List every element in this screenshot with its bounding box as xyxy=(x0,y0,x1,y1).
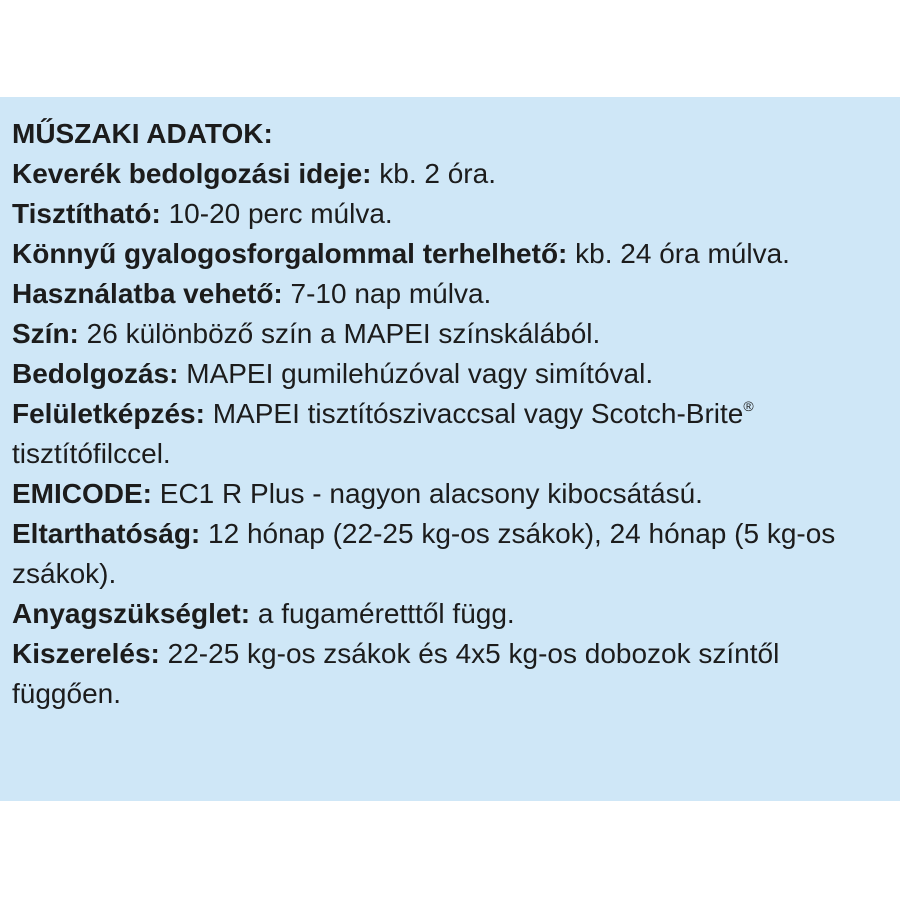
spec-item-finishing xyxy=(12,394,892,474)
spec-label: Anyagszükséglet: xyxy=(12,598,251,629)
section-title: MŰSZAKI ADATOK: xyxy=(12,118,273,149)
spec-item-shelf-life xyxy=(12,514,892,594)
spec-label: Eltarthatóság: xyxy=(12,518,201,549)
spec-label: Szín: xyxy=(12,318,79,349)
spec-label: Keverék bedolgozási ideje: xyxy=(12,158,372,189)
spec-value: EC1 R Plus - nagyon alacsony kibocsátású. xyxy=(159,478,703,509)
registered-trademark-mark: ® xyxy=(743,398,754,414)
spec-item-mix-working-time xyxy=(12,154,892,194)
spec-list xyxy=(12,154,892,714)
spec-value-text: MAPEI tisztítószivaccsal vagy Scotch-Brite xyxy=(212,398,744,429)
spec-item-ready-for-use xyxy=(12,274,892,314)
technical-data-panel xyxy=(0,97,900,801)
spec-value: MAPEI gumilehúzóval vagy simítóval. xyxy=(186,358,654,389)
spec-item-consumption xyxy=(12,594,892,634)
spec-label: EMICODE: xyxy=(12,478,152,509)
spec-value: 7-10 nap múlva. xyxy=(290,278,492,309)
spec-label: Felületképzés: xyxy=(12,398,205,429)
spec-label: Kiszerelés: xyxy=(12,638,160,669)
spec-label: Tisztítható: xyxy=(12,198,161,229)
spec-value: 22-25 kg-os zsákok és 4x5 kg-os dobozok színtől függően. xyxy=(12,638,780,709)
spec-value-text-end: tisztítófilccel. xyxy=(12,438,171,469)
spec-item-colour xyxy=(12,314,892,354)
spec-item-cleanable xyxy=(12,194,892,234)
spec-value: 10-20 perc múlva. xyxy=(168,198,393,229)
spec-label: Használatba vehető: xyxy=(12,278,283,309)
spec-item-application xyxy=(12,354,892,394)
spec-item-light-foot-traffic xyxy=(12,234,892,274)
spec-value: a fugaméretttől függ. xyxy=(257,598,515,629)
spec-value: 12 hónap (22-25 kg-os zsákok), 24 hónap (5 kg-os zsákok). xyxy=(12,518,836,589)
spec-label: Bedolgozás: xyxy=(12,358,179,389)
spec-item-packaging xyxy=(12,634,892,714)
spec-item-emicode xyxy=(12,474,892,514)
spec-value: kb. 24 óra múlva. xyxy=(575,238,790,269)
spec-value: 26 különböző szín a MAPEI színskálából. xyxy=(86,318,601,349)
spec-value: kb. 2 óra. xyxy=(379,158,496,189)
spec-label: Könnyű gyalogosforgalommal terhelhető: xyxy=(12,238,568,269)
